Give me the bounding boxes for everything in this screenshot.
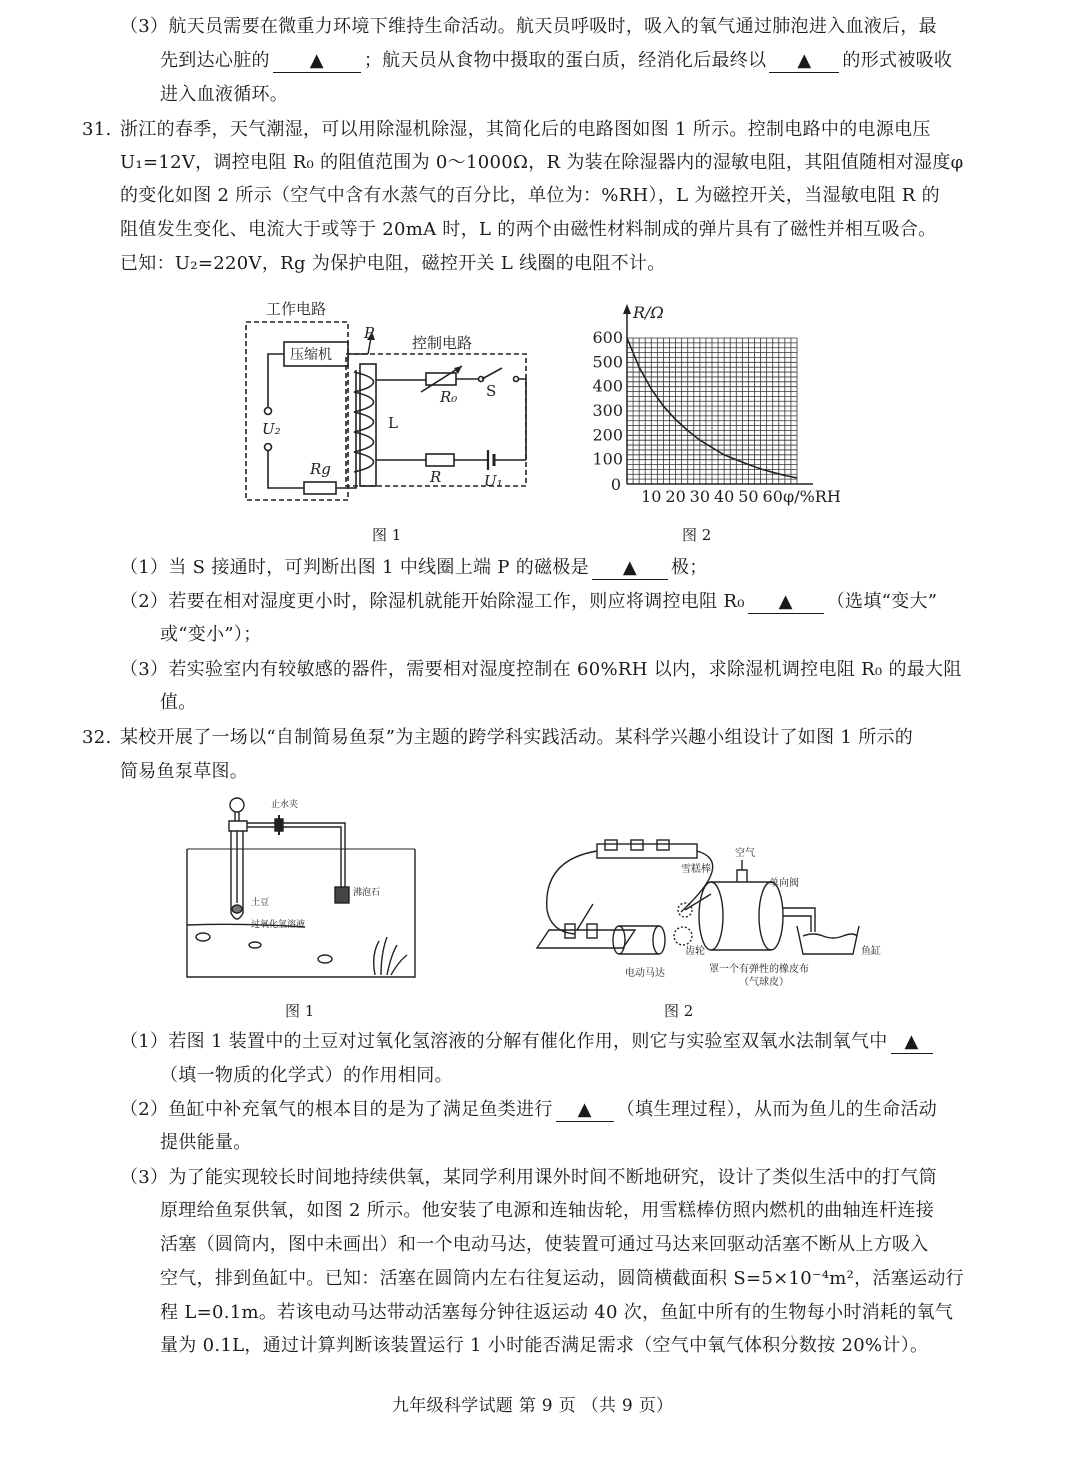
x-tick-label: 30 [689,487,711,506]
Rg-label: Rg [310,460,331,478]
q32-part1 [120,1027,936,1057]
q32-figure2-caption: 图 2 [664,1002,694,1020]
x-tick-label: 60 [762,487,783,506]
compressor-label: 压缩机 [290,347,332,363]
q31-stem-line2: U₁=12V，调控电阻 R₀ 的阻值范围为 0～1000Ω，R 为装在除湿器内的湿敏电阻，其阻值随相对湿度φ [120,152,964,173]
q32-stem-line2: 简易鱼泵草图。 [120,761,249,782]
q31-stem-line5: 已知：U₂=220V，Rg 为保护电阻，磁控开关 L 线圈的电阻不计。 [120,253,666,274]
x-tick-label: 10 [641,487,662,506]
q31-stem-line3: 的变化如图 2 所示（空气中含有水蒸气的百分比，单位为：%RH），L 为磁控开关，当湿敏电阻 R 的 [120,185,940,206]
air-label: 空气 [735,848,755,859]
q30-part3-line1: （3）航天员需要在微重力环境下维持生命活动。航天员呼吸时，吸入的氧气通过肺泡进入血液后，最 [120,16,937,37]
q31-part2-text: （2）若要在相对湿度更小时，除湿机就能开始除湿工作，则应将调控电阻 R₀ [120,591,745,612]
stick-label: 雪糕棒 [681,864,711,875]
U1-label: U₁ [484,472,503,490]
q31-number: 31. [82,119,112,140]
y-tick-label: 200 [592,425,623,445]
q32-part2-suffix: （填生理过程），从而为鱼儿的生命活动 [616,1099,938,1120]
solution-label: 过氧化氢溶液 [251,920,306,930]
y-tick-label: 500 [592,352,623,372]
q31-part2-line2: 或“变小”）； [160,624,262,645]
q32-part3-line4: 空气，排到鱼缸中。已知：活塞在圆筒内左右往复运动，圆筒横截面积 S=5×10⁻⁴m²，活塞运动行 [160,1268,964,1289]
clamp-label: 止水夹 [271,800,299,810]
tank-label: 鱼缸 [861,946,881,957]
q32-part1-line2: （填一物质的化学式）的作用相同。 [160,1065,453,1086]
fish-tank-diagram [185,795,420,985]
x-tick-label: 20 [665,487,686,506]
q30-part3-line2 [160,46,952,76]
y-tick-label: 100 [592,449,623,469]
q32-stem-line1: 某校开展了一场以“自制简易鱼泵”为主题的跨学科实践活动。某科学兴趣小组设计了如图 1 所示的 [120,727,914,748]
x-tick-label: 50 [738,487,759,506]
q32-figure1-caption: 图 1 [285,1002,315,1020]
q32-part3-line2: 原理给鱼泵供氧，如图 2 所示。他安装了电源和连轴齿轮，用雪糕棒仿照内燃机的曲轴连杆连接 [160,1200,935,1221]
U2-label: U₂ [262,420,281,438]
valve-label: 单向阀 [769,878,799,889]
switch-S-label: S [486,382,497,400]
circuit-diagram [240,292,540,512]
answer-blank[interactable]: ▲ [769,50,839,73]
q32-part2 [120,1095,937,1125]
answer-blank[interactable]: ▲ [748,591,824,614]
y-tick-label: 400 [592,376,623,396]
x-axis-label: φ/%RH [783,487,841,506]
y-tick-label: 600 [592,328,623,347]
y-axis-label: R/Ω [633,303,664,322]
q32-number: 32. [82,727,112,748]
potato-label: 土豆 [251,898,270,908]
q32-part2-line2: 提供能量。 [160,1132,252,1153]
x-tick-label: 40 [713,487,735,506]
q31-part3-line2: 值。 [160,692,197,713]
q31-part2-suffix: （选填“变大” [826,591,938,612]
film-label: 罩一个有弹性的橡皮布 [709,964,809,975]
motor-label: 电动马达 [625,968,665,979]
work-circuit-label: 工作电路 [266,300,327,318]
R-label: R [430,468,442,486]
q31-part1-text: （1）当 S 接通时，可判断出图 1 中线圈上端 P 的磁极是 [120,557,589,578]
stone-label: 沸泡石 [353,888,381,898]
q31-stem-line1: 浙江的春季，天气潮湿，可以用除湿机除湿，其简化后的电路图如图 1 所示。控制电路中的电源电压 [120,119,931,140]
origin-label: 0 [610,475,621,494]
q30-part3-text-a: 先到达心脏的 [160,50,270,71]
q32-part1-text: （1）若图 1 装置中的土豆对过氧化氢溶液的分解有催化作用，则它与实验室双氧水法制氧气中 [120,1031,888,1052]
coil-L-label: L [388,414,398,432]
q32-part3-line6: 量为 0.1L，通过计算判断该装置运行 1 小时能否满足需求（空气中氧气体积分数按 20%计）。 [160,1335,929,1356]
q31-part3-line1: （3）若实验室内有较敏感的器件，需要相对湿度控制在 60%RH 以内，求除湿机调控电阻 R₀ 的最大阻 [120,659,962,680]
answer-blank[interactable]: ▲ [273,50,361,73]
q31-figure1-caption: 图 1 [372,526,402,544]
R0-label: R₀ [440,388,458,406]
q30-part3-line3: 进入血液循环。 [160,84,289,105]
q31-part2 [120,587,937,617]
q31-part1 [120,553,708,583]
film-label-note: （气球皮） [739,977,789,988]
q32-part3-line5: 程 L=0.1m。若该电动马达带动活塞每分钟往返运动 40 次，鱼缸中所有的生物每小时消耗的氧气 [160,1302,954,1323]
answer-blank[interactable]: ▲ [592,557,668,580]
answer-blank[interactable]: ▲ [556,1099,614,1122]
y-tick-label: 300 [592,401,623,420]
humidity-resistance-chart [585,298,860,518]
y-axis-arrow [623,304,631,314]
control-circuit-label: 控制电路 [412,334,473,352]
pole-P-label: P [364,324,375,342]
q32-part3-line3: 活塞（圆筒内，图中未画出）和一个电动马达，使装置可通过马达来回驱动活塞不断从上方吸入 [160,1234,929,1255]
answer-blank[interactable]: ▲ [891,1031,933,1054]
q30-part3-text-c: 的形式被吸收 [842,50,953,71]
q32-part3-line1: （3）为了能实现较长时间地持续供氧，某同学利用课外时间不断地研究，设计了类似生活中的打气筒 [120,1167,937,1188]
q30-part3-text-b: ；航天员从食物中摄取的蛋白质，经消化后最终以 [363,50,767,71]
gear-label: 齿轮 [685,946,705,957]
q32-part2-text: （2）鱼缸中补充氧气的根本目的是为了满足鱼类进行 [120,1099,553,1120]
q31-stem-line4: 阻值发生变化、电流大于或等于 20mA 时，L 的两个由磁性材料制成的弹片具有了磁性并相互吸合。 [120,219,937,240]
air-pump-diagram [535,832,905,992]
page-footer: 九年级科学试题 第 9 页 （共 9 页） [392,1396,674,1416]
q31-figure2-caption: 图 2 [682,526,712,544]
q31-part1-suffix: 极； [670,557,708,578]
